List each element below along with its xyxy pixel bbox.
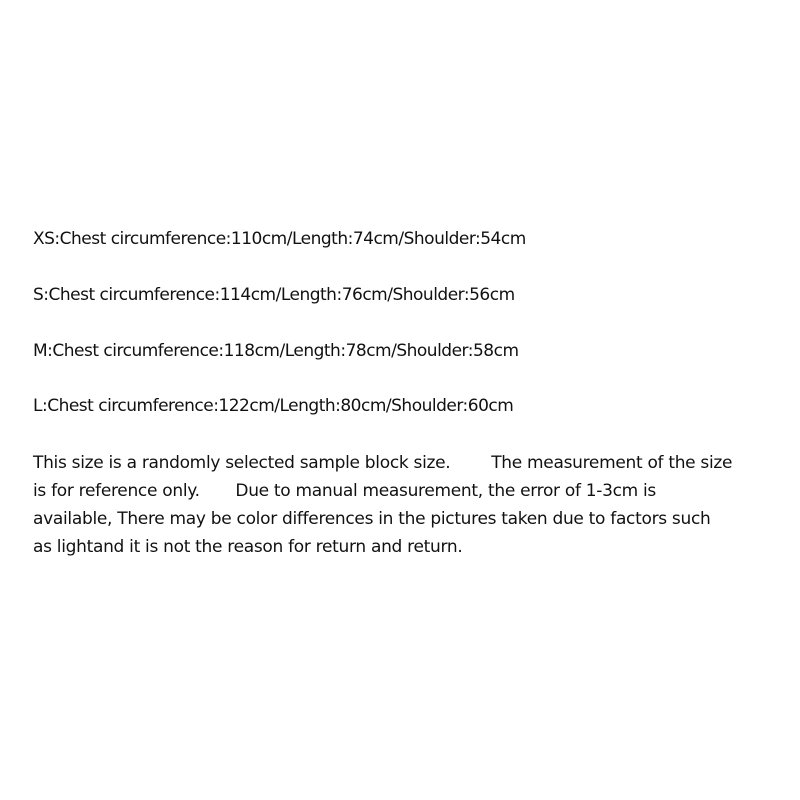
note-line-4: as lightand it is not the reason for return and return.: [33, 537, 463, 557]
size-line-xs: XS:Chest circumference:110cm/Length:74cm/Shoulder:54cm: [33, 229, 526, 249]
size-line-s: S:Chest circumference:114cm/Length:76cm/Shoulder:56cm: [33, 285, 515, 305]
size-line-l: L:Chest circumference:122cm/Length:80cm/Shoulder:60cm: [33, 396, 514, 416]
size-line-m: M:Chest circumference:118cm/Length:78cm/Shoulder:58cm: [33, 341, 519, 361]
measurement-note: [33, 449, 778, 561]
note-line-2: is for reference only. Due to manual measurement, the error of 1-3cm is: [33, 481, 656, 501]
note-line-3: available, There may be color differences in the pictures taken due to factors such: [33, 509, 711, 529]
note-line-1: This size is a randomly selected sample block size. The measurement of the size: [33, 453, 733, 473]
